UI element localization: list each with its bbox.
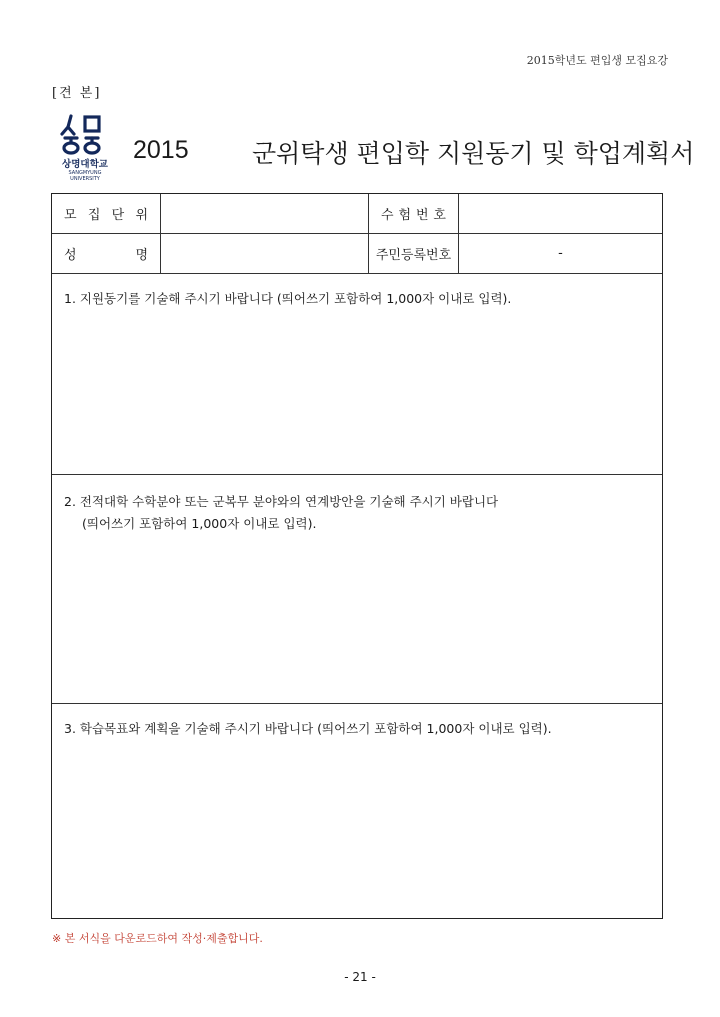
label-resident-number: 주민등록번호	[369, 234, 459, 273]
label-char: 험	[398, 208, 412, 223]
label-name	[52, 234, 161, 273]
label-char: 호	[433, 208, 446, 223]
form-row-recruitment	[52, 194, 662, 234]
question-2-line-1: 2. 전적대학 수학분야 또는 군복무 분야와의 연계방안을 기술해 주시기 바랍니다	[64, 494, 499, 509]
question-2-text	[52, 475, 662, 535]
label-char: 성	[64, 248, 77, 263]
document-reference: 2015학년도 편입생 모집요강	[526, 54, 668, 67]
label-char: 집	[87, 208, 101, 223]
application-form	[51, 193, 663, 919]
page-title: 군위탁생 편입학 지원동기 및 학업계획서	[252, 139, 695, 168]
university-english-name: SANGMYUNG UNIVERSITY	[68, 170, 102, 182]
name-field[interactable]	[161, 234, 369, 273]
label-char: 단	[111, 208, 125, 223]
question-2-line-2: (띄어쓰기 포함하여 1,000자 이내로 입력).	[82, 516, 317, 531]
page-number: - 21 -	[344, 970, 376, 984]
university-logo	[58, 114, 108, 184]
resident-number-field[interactable]: -	[558, 246, 563, 261]
exam-number-field[interactable]	[459, 194, 662, 233]
question-3-text: 3. 학습목표와 계획을 기술해 주시기 바랍니다 (띄어쓰기 포함하여 1,000자 이내로 입력).	[64, 721, 552, 736]
recruitment-unit-field[interactable]	[161, 194, 369, 233]
question-section-2[interactable]	[52, 475, 662, 704]
label-char: 수	[381, 208, 394, 223]
label-exam-number	[369, 194, 459, 233]
question-section-1[interactable]	[52, 274, 662, 475]
label-recruitment-unit	[52, 194, 161, 233]
form-row-name	[52, 234, 662, 274]
label-char: 모	[64, 208, 77, 223]
sample-tag: [견 본]	[52, 86, 102, 101]
university-name: 상명대학교	[62, 159, 108, 170]
question-1-text: 1. 지원동기를 기술해 주시기 바랍니다 (띄어쓰기 포함하여 1,000자 이내로 입력).	[64, 291, 512, 306]
question-section-3[interactable]	[52, 704, 662, 918]
university-emblem-icon	[58, 114, 108, 156]
label-char: 명	[135, 248, 148, 263]
title-year: 2015	[133, 136, 189, 164]
download-note: ※ 본 서식을 다운로드하여 작성·제출합니다.	[52, 932, 263, 945]
label-char: 위	[135, 208, 148, 223]
label-char: 번	[415, 208, 429, 223]
